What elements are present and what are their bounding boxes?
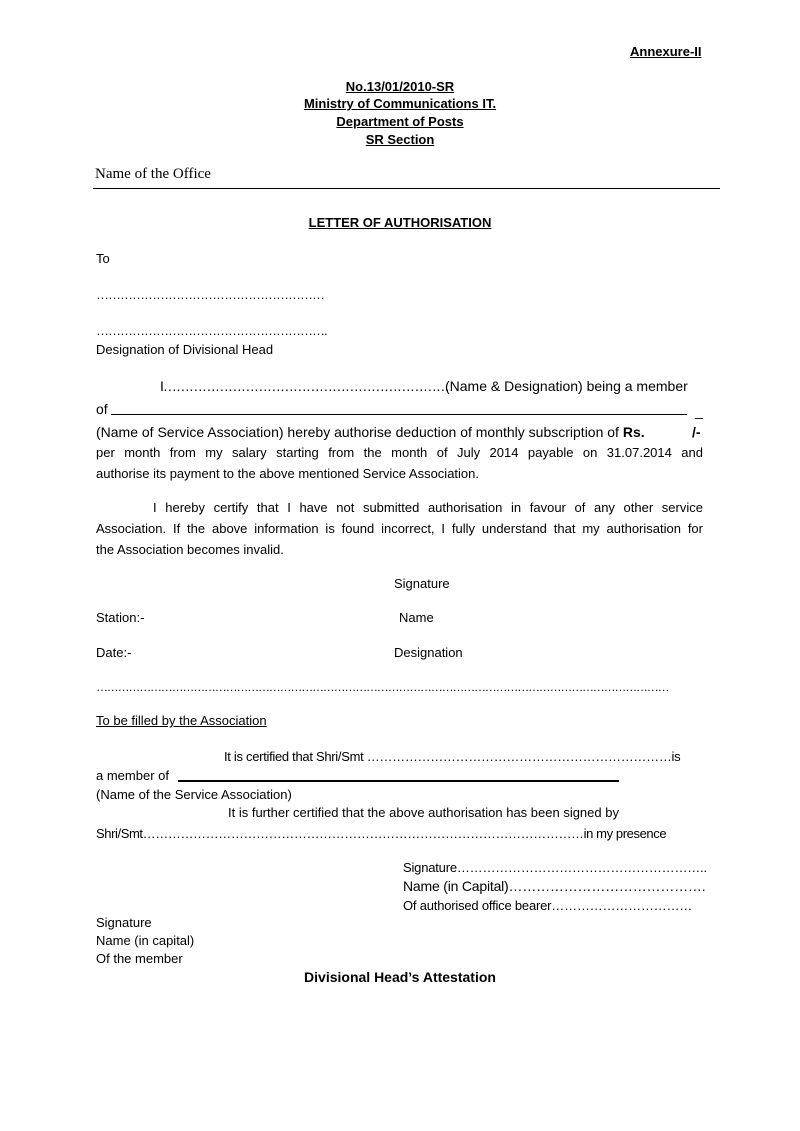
shri-smt-presence-line: Shri/Smt……………………………………………………………………………………………in my presence <box>96 826 667 841</box>
rs-label: Rs. <box>622 424 645 440</box>
section-name: SR Section <box>365 132 435 147</box>
signature-label: Signature <box>394 576 450 591</box>
salary-deduction-line: per month from my salary starting from the month of July 2014 payable on 31.07.2014 and <box>96 445 703 460</box>
address-line-2: …………………………………………………. <box>96 323 327 338</box>
bearer-office-line: Of authorised office bearer…………………………… <box>403 898 693 913</box>
service-association-name-label: (Name of the Service Association) <box>96 787 292 802</box>
name-designation-text: (Name & Designation) being a member <box>445 378 688 394</box>
association-heading: To be filled by the Association <box>96 713 267 728</box>
member-name-field: I………………………………………………………… <box>160 378 449 394</box>
further-certified-line: It is further certified that the above authorisation has been signed by <box>228 805 619 820</box>
name-label: Name <box>399 610 434 625</box>
header-divider <box>93 188 720 189</box>
certify-line-2: Association. If the above information is found incorrect, I fully understand that my authorisation for <box>96 521 703 536</box>
member-of-line <box>178 780 619 782</box>
divisional-head-attestation-heading: Divisional Head’s Attestation <box>304 969 496 985</box>
office-name-label: Name of the Office <box>95 166 211 182</box>
to-label: To <box>96 251 110 266</box>
bearer-name-line: Name (in Capital)……………………………………. <box>403 878 706 894</box>
designation-label: Designation <box>394 645 463 660</box>
certify-line-1: I hereby certify that I have not submitted authorisation in favour of any other service <box>153 500 703 515</box>
designation-divisional-head: Designation of Divisional Head <box>96 342 274 357</box>
bearer-signature-line: Signature………………………………………………….. <box>403 860 707 875</box>
service-association-sentence: (Name of Service Association) hereby authorise deduction of monthly subscription of <box>96 424 619 440</box>
letter-title: LETTER OF AUTHORISATION <box>308 215 492 230</box>
reference-number: No.13/01/2010-SR <box>345 79 455 94</box>
department-name: Department of Posts <box>336 114 464 129</box>
certify-line-3: the Association becomes invalid. <box>96 542 284 557</box>
of-the-member-label: Of the member <box>96 951 183 966</box>
trailing-underscore: _ <box>695 403 703 419</box>
of-label: of <box>96 401 108 417</box>
address-line-1: ………………………………………………… <box>96 287 324 302</box>
member-of-label: a member of <box>96 768 169 783</box>
service-association-text <box>96 424 645 440</box>
dotted-divider: …………………………………………………………………………………………………………………………………………… <box>96 680 669 694</box>
authorise-payment-line: authorise its payment to the above mentioned Service Association. <box>96 466 479 481</box>
date-label: Date:- <box>96 645 132 660</box>
association-name-line <box>111 414 687 415</box>
rs-suffix: /- <box>692 424 701 440</box>
annexure-label: Annexure-II <box>630 44 702 59</box>
member-name-capital-label: Name (in capital) <box>96 933 195 948</box>
member-signature-label: Signature <box>96 915 152 930</box>
certified-shri-smt-line: It is certified that Shri/Smt ………………………………………………………………is <box>224 749 681 764</box>
station-label: Station:- <box>96 610 145 625</box>
ministry-name: Ministry of Communications IT. <box>303 96 497 111</box>
